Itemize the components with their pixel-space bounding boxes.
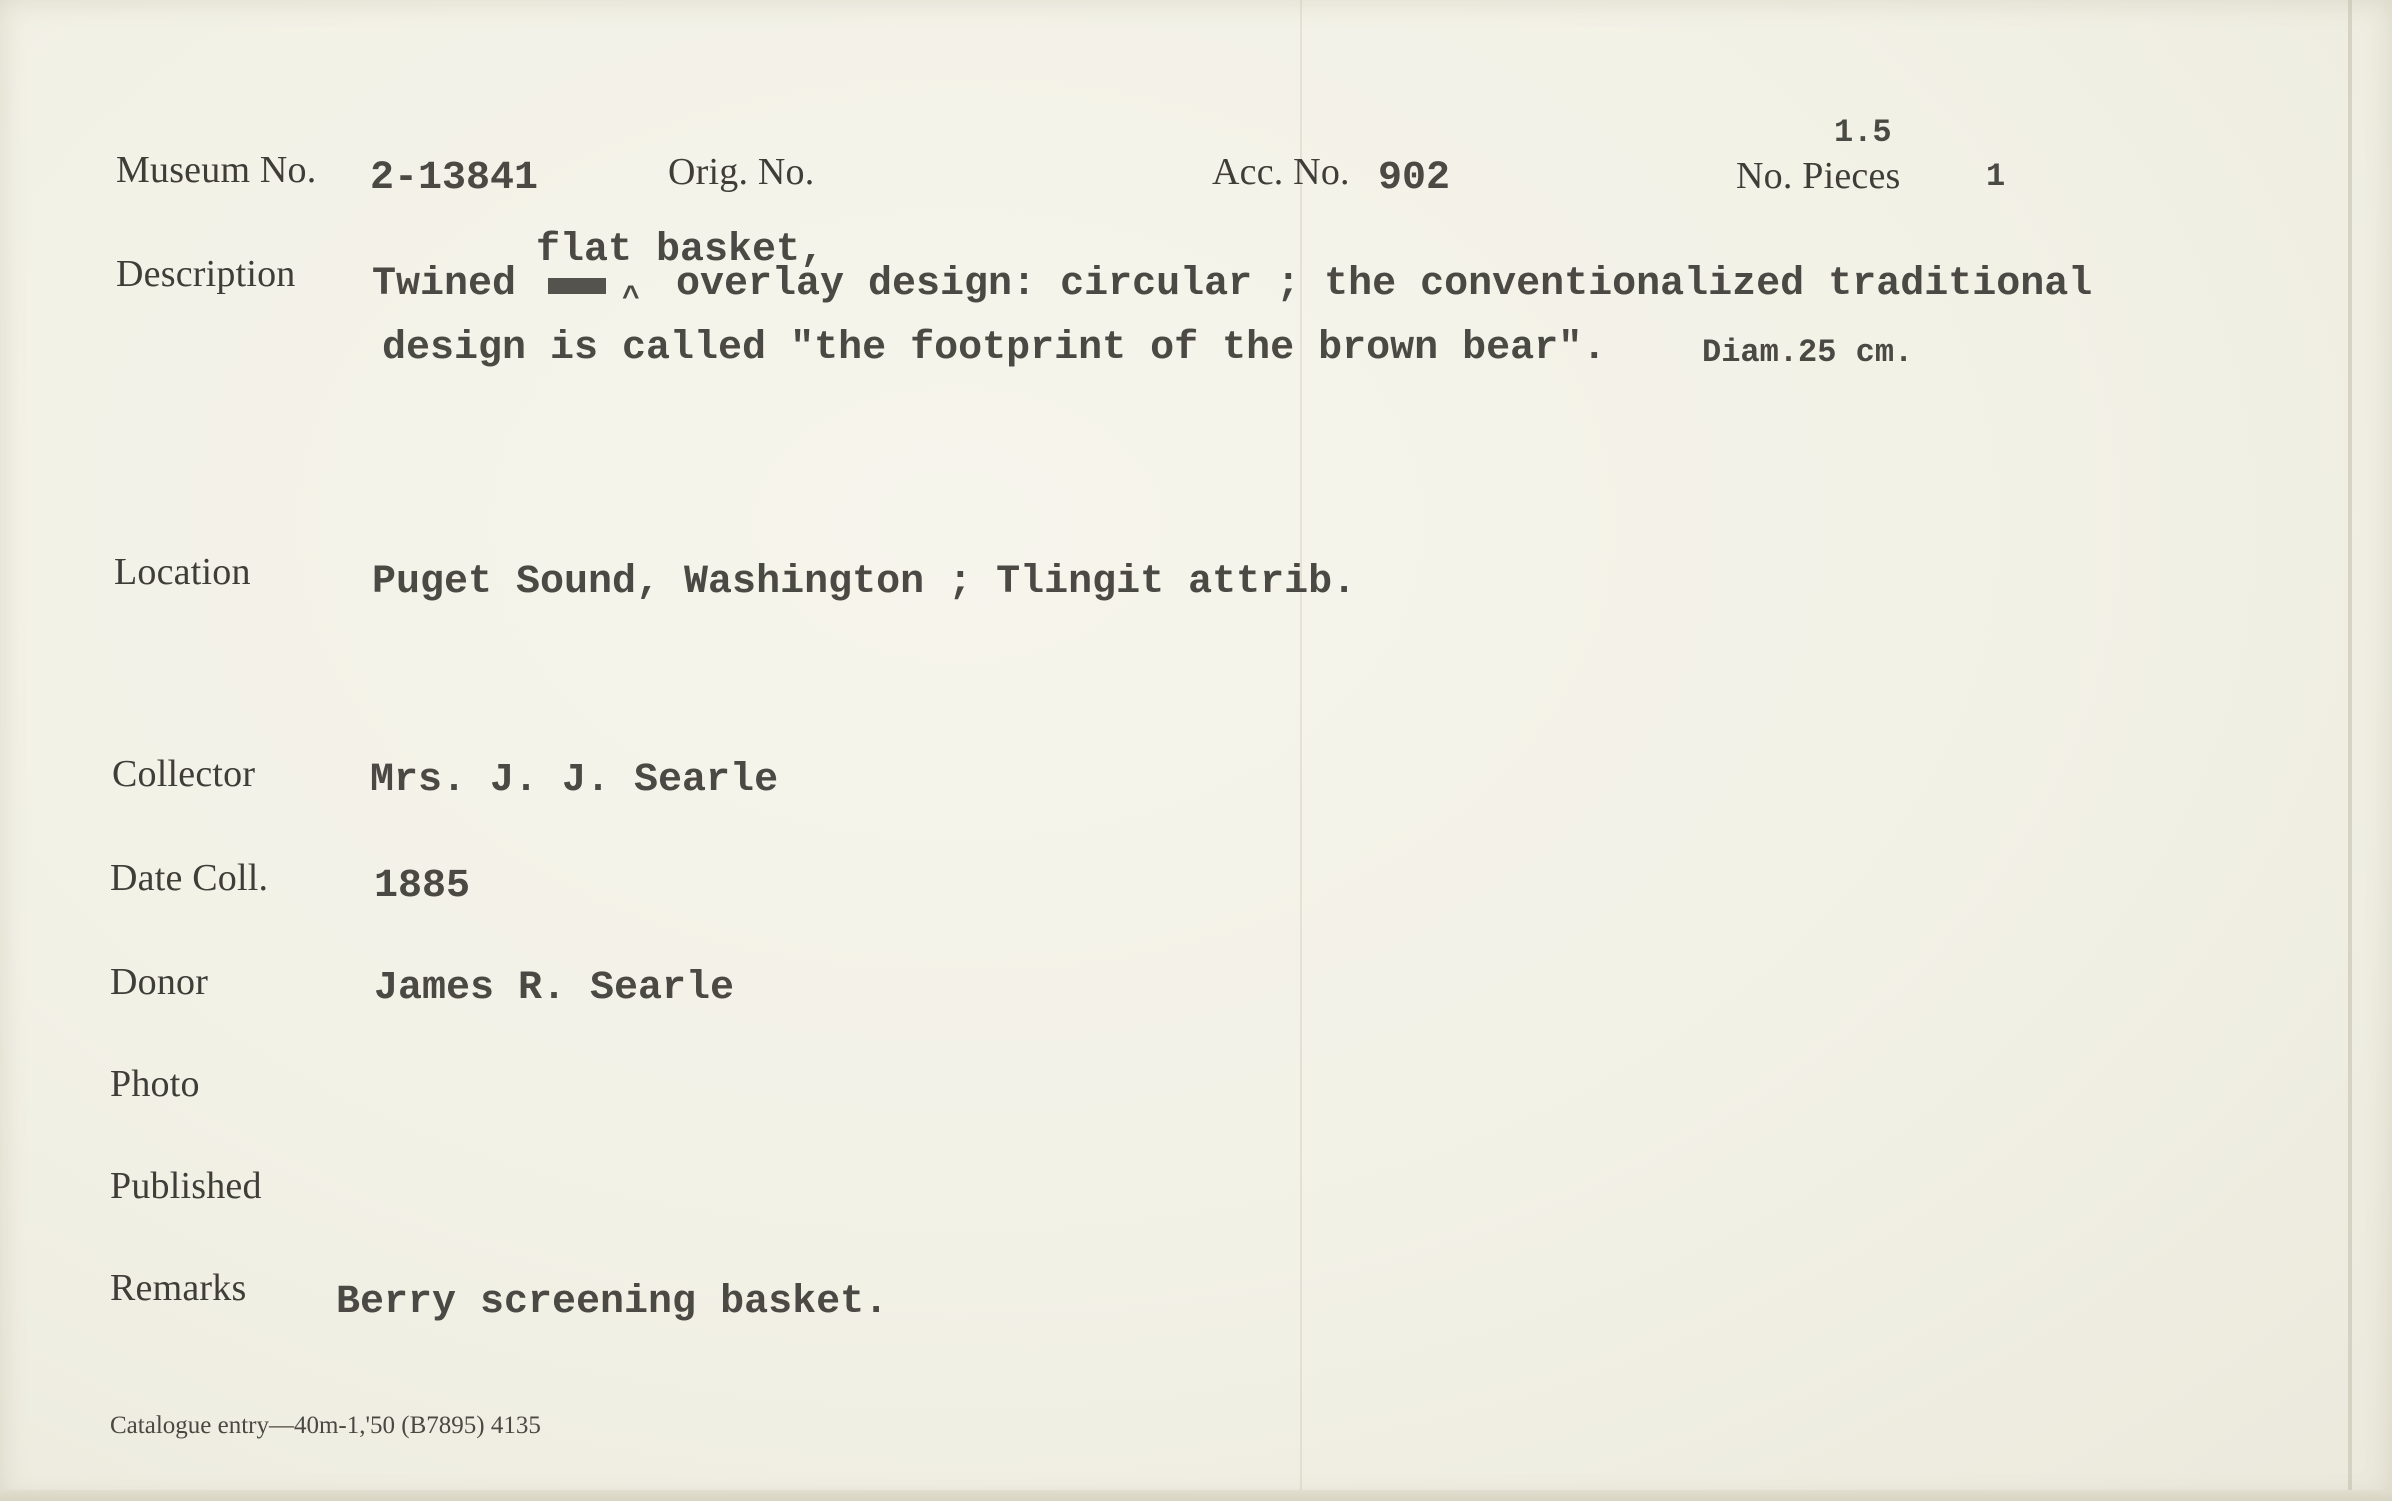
no-pieces-label: No. Pieces — [1736, 155, 1901, 197]
remarks-value: Berry screening basket. — [336, 1280, 889, 1325]
orig-no-label: Orig. No. — [668, 151, 815, 193]
acc-no-label: Acc. No. — [1212, 151, 1350, 193]
location-label: Location — [114, 551, 251, 593]
location-value: Puget Sound, Washington ; Tlingit attrib. — [372, 560, 1357, 605]
collector-label: Collector — [112, 753, 256, 795]
description-diameter: Diam.25 cm. — [1702, 334, 1914, 371]
donor-label: Donor — [110, 961, 209, 1003]
catalogue-entry-footer: Catalogue entry—40m-1,'50 (B7895) 4135 — [110, 1412, 541, 1439]
card-right-edge — [2348, 0, 2352, 1501]
date-coll-label: Date Coll. — [110, 857, 269, 899]
insertion-caret-icon: ^ — [622, 282, 641, 316]
card-fold-line — [1300, 0, 1302, 1501]
description-insertion: flat basket, — [536, 228, 825, 273]
description-line-2: design is called "the footprint of the brown bear". — [382, 326, 1607, 371]
no-pieces-value: 1 — [1986, 158, 2006, 195]
no-pieces-note: 1.5 — [1834, 114, 1892, 151]
description-word-twined: Twined — [372, 262, 517, 307]
description-line-1: overlay design: circular ; the conventionalized traditional — [676, 262, 2093, 307]
struck-out-word — [548, 278, 606, 294]
published-label: Published — [110, 1165, 262, 1207]
description-label: Description — [116, 253, 296, 295]
card-bottom-edge — [0, 1490, 2392, 1501]
donor-value: James R. Searle — [374, 966, 735, 1011]
acc-no-value: 902 — [1378, 156, 1451, 201]
collector-value: Mrs. J. J. Searle — [370, 758, 779, 803]
museum-no-label: Museum No. — [116, 149, 317, 191]
museum-no-value: 2-13841 — [370, 156, 539, 201]
remarks-label: Remarks — [110, 1267, 247, 1309]
date-coll-value: 1885 — [374, 864, 471, 909]
photo-label: Photo — [110, 1063, 200, 1105]
